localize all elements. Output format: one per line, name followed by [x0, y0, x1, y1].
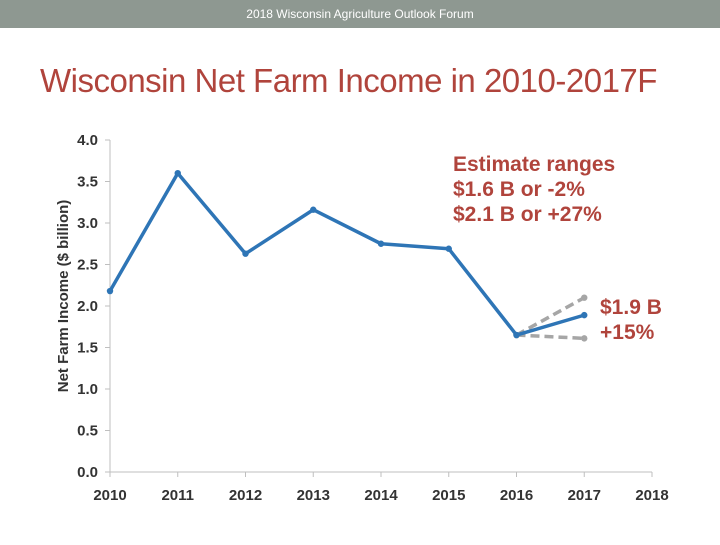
estimate-annotation-line: $2.1 B or +27% [453, 203, 602, 226]
forecast-annotation [600, 296, 662, 344]
slide-title: Wisconsin Net Farm Income in 2010-2017F [40, 62, 657, 99]
main-series-point [581, 312, 587, 318]
estimate-ranges-annotation [453, 153, 615, 226]
main-series-point [310, 207, 316, 213]
main-series-point [513, 332, 519, 338]
x-tick-label: 2012 [228, 487, 263, 504]
y-tick-label: 2.0 [77, 298, 98, 315]
main-series-point [107, 288, 113, 294]
x-tick-label: 2010 [93, 487, 127, 504]
y-tick-label: 1.0 [77, 381, 98, 398]
forum-title: 2018 Wisconsin Agriculture Outlook Forum [246, 7, 474, 21]
main-series-point [242, 251, 248, 257]
main-series-point [378, 241, 384, 247]
x-tick-label: 2015 [432, 487, 466, 504]
x-tick-label: 2018 [635, 487, 669, 504]
y-tick-label: 3.5 [77, 173, 98, 191]
y-tick-label: 4.0 [77, 132, 98, 149]
x-tick-label: 2017 [567, 487, 601, 504]
main-series-point [175, 170, 181, 176]
range-series-point [581, 335, 587, 341]
forecast-annotation-line: +15% [600, 321, 655, 344]
y-axis-label: Net Farm Income ($ billion) [55, 199, 72, 393]
range-series-line [517, 335, 585, 338]
y-tick-label: 0.5 [77, 422, 98, 440]
forecast-annotation-line: $1.9 B [600, 296, 662, 319]
y-tick-label: 3.0 [77, 215, 98, 232]
x-tick-label: 2013 [296, 487, 330, 504]
x-tick-label: 2016 [499, 487, 534, 504]
main-series-point [446, 246, 452, 252]
y-tick-label: 1.5 [77, 339, 98, 357]
range-series-point [581, 295, 587, 301]
y-tick-label: 0.0 [77, 464, 98, 481]
estimate-annotation-line: $1.6 B or -2% [453, 178, 585, 201]
y-tick-labels [77, 132, 98, 481]
x-tick-labels [93, 487, 668, 504]
y-tick-label: 2.5 [77, 256, 98, 274]
x-tick-label: 2014 [364, 487, 398, 504]
x-tick-label: 2011 [161, 487, 195, 504]
estimate-annotation-line: Estimate ranges [453, 153, 616, 176]
